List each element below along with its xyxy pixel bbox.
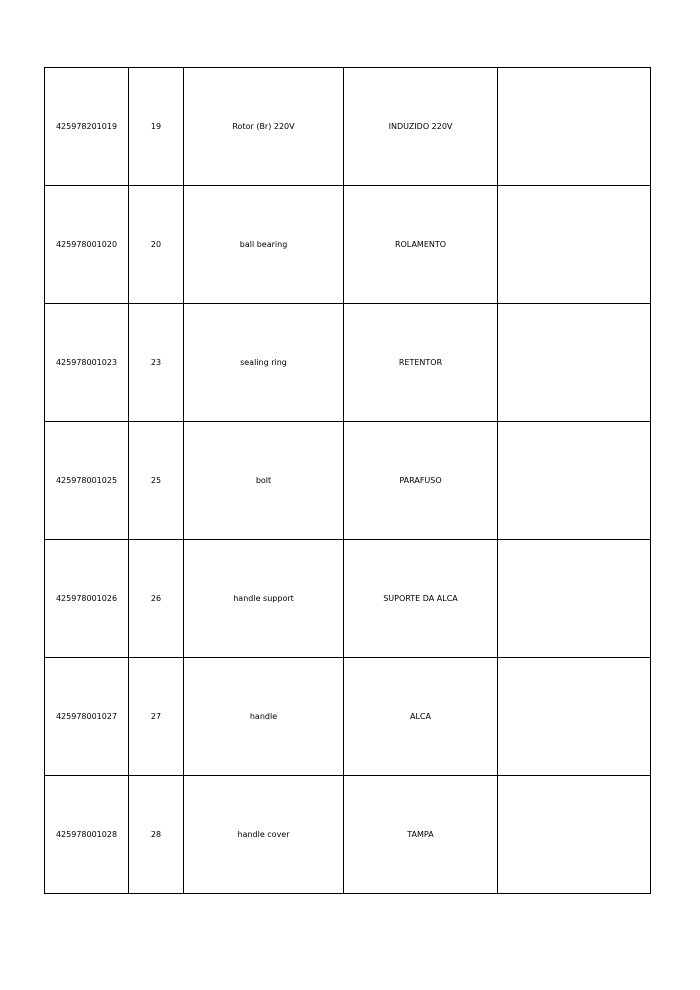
description-pt-cell: ALCA	[344, 658, 498, 776]
part-code-cell: 425978001028	[45, 776, 129, 894]
item-number-cell: 26	[129, 540, 184, 658]
notes-cell	[498, 658, 651, 776]
description-pt-cell: INDUZIDO 220V	[344, 68, 498, 186]
description-pt-cell: TAMPA	[344, 776, 498, 894]
description-pt-cell: SUPORTE DA ALCA	[344, 540, 498, 658]
part-code-cell: 425978001020	[45, 186, 129, 304]
description-pt-cell: RETENTOR	[344, 304, 498, 422]
item-number-cell: 19	[129, 68, 184, 186]
table-row	[45, 304, 651, 422]
item-number-cell: 25	[129, 422, 184, 540]
part-code-cell: 425978201019	[45, 68, 129, 186]
notes-cell	[498, 422, 651, 540]
notes-cell	[498, 776, 651, 894]
table-row	[45, 776, 651, 894]
part-code-cell: 425978001025	[45, 422, 129, 540]
description-en-cell: ball bearing	[184, 186, 344, 304]
table-row	[45, 658, 651, 776]
item-number-cell: 23	[129, 304, 184, 422]
notes-cell	[498, 304, 651, 422]
part-code-cell: 425978001027	[45, 658, 129, 776]
description-en-cell: sealing ring	[184, 304, 344, 422]
description-en-cell: handle cover	[184, 776, 344, 894]
item-number-cell: 28	[129, 776, 184, 894]
notes-cell	[498, 540, 651, 658]
part-code-cell: 425978001023	[45, 304, 129, 422]
item-number-cell: 20	[129, 186, 184, 304]
description-en-cell: bolt	[184, 422, 344, 540]
parts-table	[44, 67, 651, 894]
description-pt-cell: ROLAMENTO	[344, 186, 498, 304]
notes-cell	[498, 68, 651, 186]
description-en-cell: Rotor (Br) 220V	[184, 68, 344, 186]
notes-cell	[498, 186, 651, 304]
description-en-cell: handle support	[184, 540, 344, 658]
table-row	[45, 422, 651, 540]
table-row	[45, 68, 651, 186]
item-number-cell: 27	[129, 658, 184, 776]
description-pt-cell: PARAFUSO	[344, 422, 498, 540]
description-en-cell: handle	[184, 658, 344, 776]
table-row	[45, 540, 651, 658]
part-code-cell: 425978001026	[45, 540, 129, 658]
table-row	[45, 186, 651, 304]
